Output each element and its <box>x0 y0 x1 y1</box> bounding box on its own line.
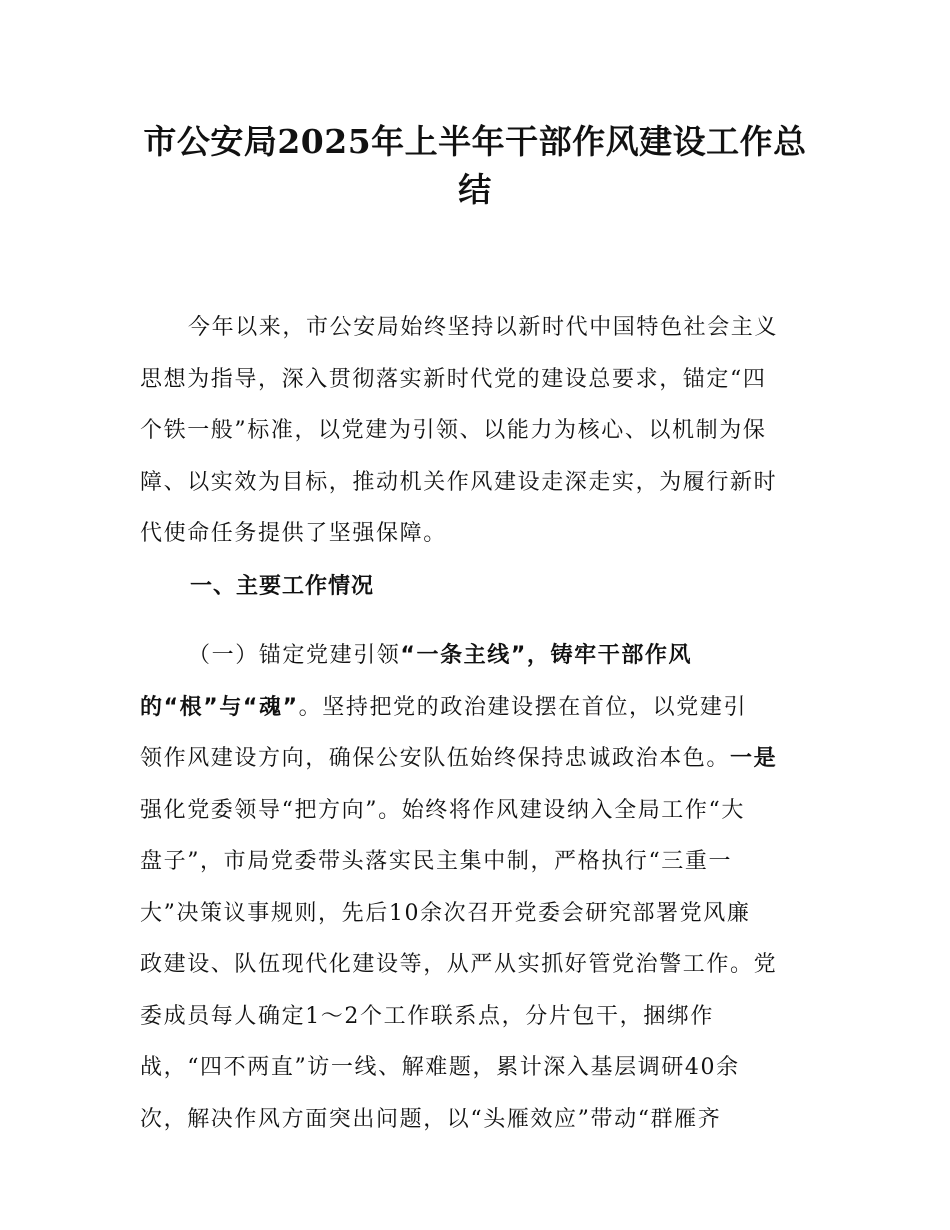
subsection-paragraph <box>140 630 810 1145</box>
section-heading: 一、主要工作情况 <box>190 574 375 599</box>
title-line-2: 结 <box>458 170 492 209</box>
paragraph-line: 政建设、队伍现代化建设等，从严从实抓好管党治警工作。党 <box>140 952 778 977</box>
paragraph-line: 盘子”，市局党委带头落实民主集中制，严格执行“三重一 <box>140 849 733 874</box>
intro-line: 障、以实效为目标，推动机关作风建设走深走实，为履行新时 <box>140 469 778 495</box>
paragraph-line: 委成员每人确定1～2个工作联系点，分片包干，捆绑作 <box>140 1003 714 1029</box>
paragraph-line: 次，解决作风方面突出问题，以“头雁效应”带动“群雁齐 <box>140 1106 722 1132</box>
paragraph-line: 战，“四不两直”访一线、解难题，累计深入基层调研40余 <box>140 1055 740 1080</box>
intro-line: 代使命任务提供了坚强保障。 <box>140 521 447 546</box>
subsection-heading-line <box>140 630 810 682</box>
paragraph-line: 大”决策议事规则，先后10余次召开党委会研究部署党风廉 <box>140 900 751 926</box>
paragraph-text: 。坚持把党的政治建设摆在首位，以党建引 <box>298 694 748 720</box>
document-title <box>140 118 810 214</box>
intro-line: 思想为指导，深入贯彻落实新时代党的建设总要求，锚定“四 <box>140 366 767 392</box>
intro-paragraph <box>140 302 810 560</box>
ordinal-bold-text: 一是 <box>730 746 778 771</box>
intro-line: 今年以来，市公安局始终坚持以新时代中国特色社会主义 <box>188 315 779 340</box>
paragraph-line: 强化党委领导“把方向”。始终将作风建设纳入全局工作“大 <box>140 797 745 823</box>
paragraph-line <box>140 733 810 785</box>
paragraph-line <box>140 682 810 734</box>
subsection-bold-text: “一条主线”，铸牢干部作风 <box>400 643 693 668</box>
subsection-prefix: （一）锚定党建引领 <box>188 643 401 668</box>
paragraph-text: 领作风建设方向，确保公安队伍始终保持忠诚政治本色。 <box>140 746 731 771</box>
subsection-bold-text: 的“根”与“魂” <box>140 694 299 720</box>
intro-line: 个铁一般”标准，以党建为引领、以能力为核心、以机制为保 <box>140 418 767 443</box>
title-line-1: 市公安局2025年上半年干部作风建设工作总 <box>143 122 807 161</box>
